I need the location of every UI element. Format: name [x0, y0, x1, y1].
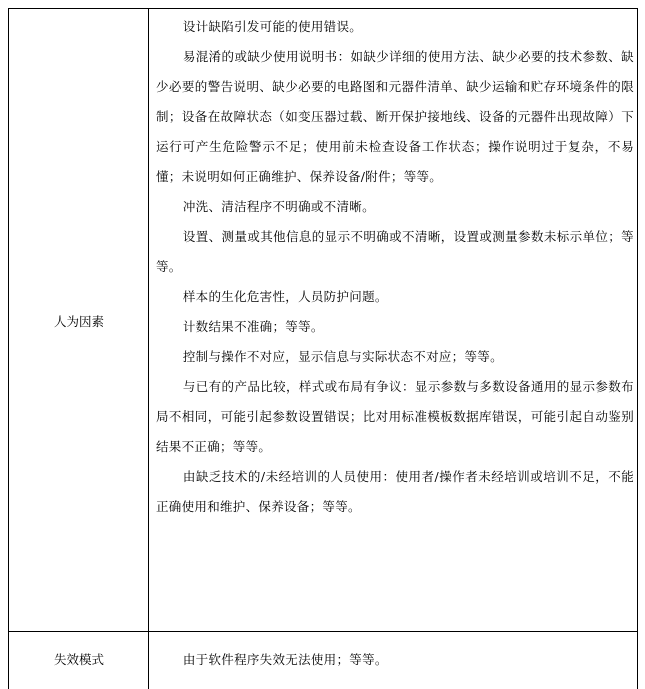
row-content-human-factors: [156, 12, 634, 522]
table-border-top: [8, 8, 638, 9]
column-divider: [148, 8, 149, 689]
row-label-failure-mode: 失效模式: [53, 652, 104, 667]
table-border-left: [8, 8, 9, 689]
paragraph: 冲洗、清洁程序不明确或不清晰。: [182, 199, 375, 214]
paragraph: 由缺乏技术的/未经培训的人员使用：使用者/操作者未经培训或培训不足，不能正确使用和维护、保养设备；等等。: [156, 469, 634, 514]
row-content-failure-mode: [156, 645, 634, 675]
paragraph: 设计缺陷引发可能的使用错误。: [182, 19, 363, 34]
paragraph: 由于软件程序失效无法使用；等等。: [182, 652, 388, 667]
row-label-human-factors: 人为因素: [53, 314, 104, 329]
paragraph: 易混淆的或缺少使用说明书：如缺少详细的使用方法、缺少必要的技术参数、缺少必要的警告说明、缺少必要的电路图和元器件清单、缺少运输和贮存环境条件的限制；设备在故障状态（如变压器过载、断开保护接地线、设备的元器件出现故障）下运行可产生危险警示不足；使用前未检查设备工作状态；操作说明过于复杂，不易懂；未说明如何正确维护、保养设备/附件；等等。: [156, 49, 634, 184]
paragraph: 控制与操作不对应，显示信息与实际状态不对应；等等。: [182, 349, 503, 364]
paragraph: 与已有的产品比较，样式或布局有争议：显示参数与多数设备通用的显示参数布局不相同，可能引起参数设置错误；比对用标准模板数据库错误，可能引起自动鉴别结果不正确；等等。: [156, 379, 634, 454]
table-border-right: [637, 8, 638, 689]
paragraph: 计数结果不准确；等等。: [182, 319, 324, 334]
row-divider: [8, 631, 638, 632]
paragraph: 设置、测量或其他信息的显示不明确或不清晰，设置或测量参数未标示单位；等等。: [156, 229, 634, 274]
paragraph: 样本的生化危害性，人员防护问题。: [182, 289, 388, 304]
